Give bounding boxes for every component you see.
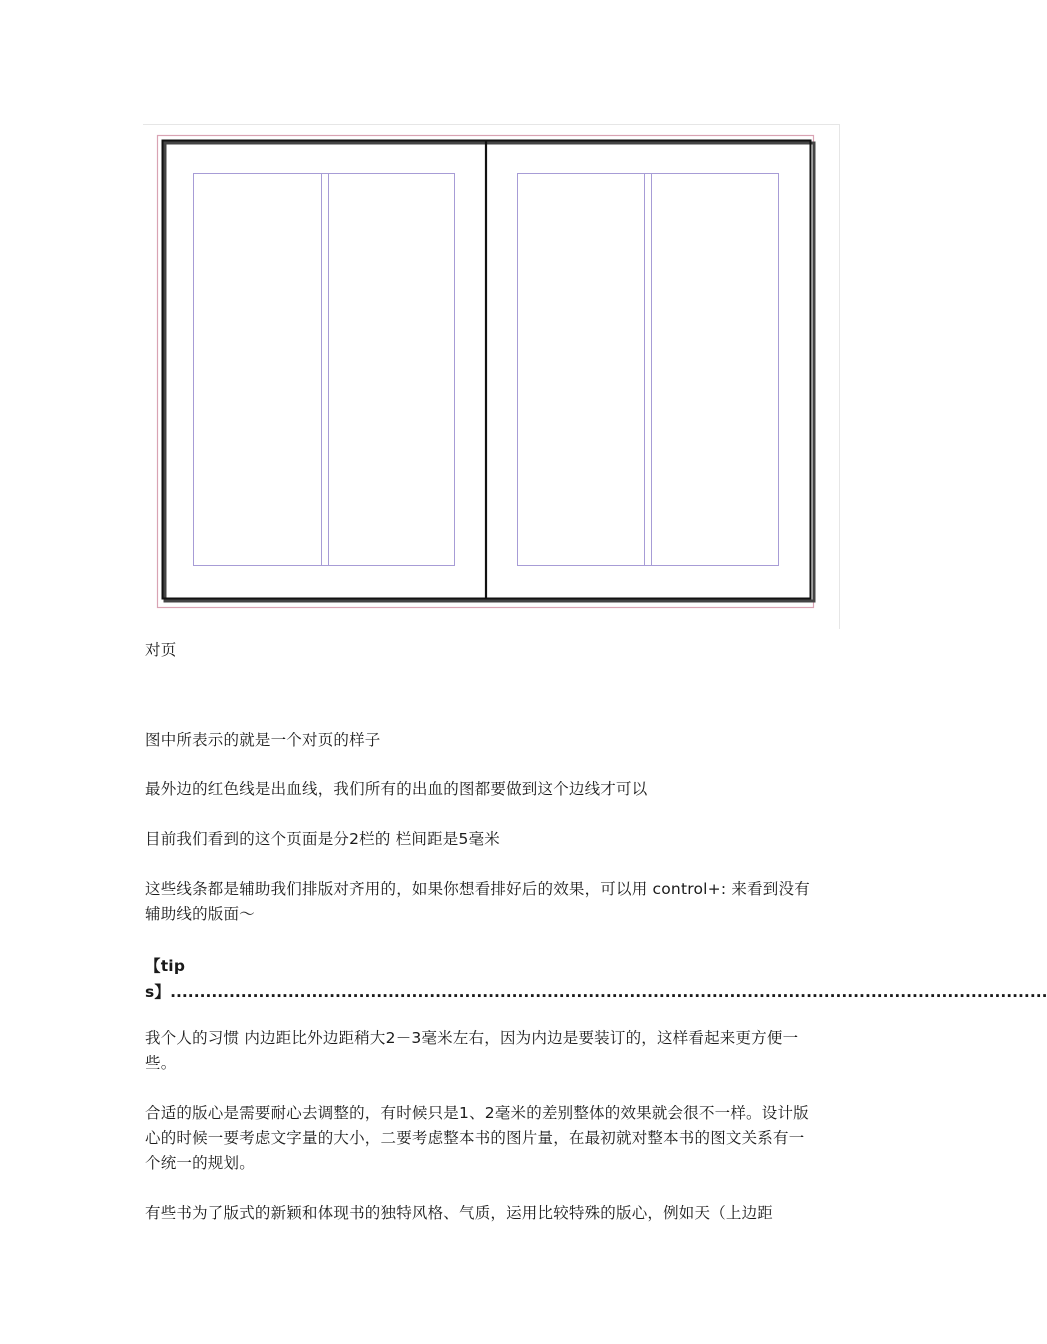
paragraph-4-code: control+: xyxy=(652,880,727,898)
page-shadow xyxy=(165,143,814,601)
paragraph-3-text-b: 栏的 栏间距是 xyxy=(359,830,459,848)
paragraph-5-number: 2－3 xyxy=(385,1029,422,1047)
paragraph-4-text-b: 来看到没有辅助线的版面～ xyxy=(145,880,810,923)
paragraph-4-text-a: 这些线条都是辅助我们排版对齐用的，如果你想看排好后的效果，可以用 xyxy=(145,880,653,898)
paragraph-1: 图中所表示的就是一个对页的样子 xyxy=(145,731,381,749)
paragraph-6-number-b: 2 xyxy=(484,1104,495,1122)
paragraph-3-text-a: 目前我们看到的这个页面是分 xyxy=(145,830,350,848)
paragraph-2: 最外边的红色线是出血线，我们所有的出血的图都要做到这个边线才可以 xyxy=(145,780,648,798)
facing-pages-diagram xyxy=(143,124,840,629)
left-page-margins xyxy=(194,174,455,566)
paragraph-6-text-b: 、 xyxy=(469,1104,485,1122)
paragraph-3-text-c: 毫米 xyxy=(468,830,500,848)
right-page-type-area xyxy=(518,174,779,566)
paragraph-3 xyxy=(145,827,810,852)
figure-caption: 对页 xyxy=(145,641,177,659)
tips-label: 【tips】 xyxy=(145,957,186,1001)
paragraph-3-number-b: 5 xyxy=(458,830,469,848)
right-page-margins xyxy=(518,174,779,566)
paragraph-6-text-a: 合适的版心是需要耐心去调整的，有时候只是 xyxy=(145,1104,460,1122)
paragraph-6 xyxy=(145,1101,810,1176)
paragraph-5 xyxy=(145,1026,810,1076)
paragraph-3-number-a: 2 xyxy=(349,830,360,848)
paragraph-5-text-b: 毫米左右，因为内边是要装订的，这样看起来更方便一些。 xyxy=(145,1029,799,1072)
paragraph-5-text-a: 我个人的习惯 内边距比外边距稍大 xyxy=(145,1029,386,1047)
paragraph-7: 有些书为了版式的新颖和体现书的独特风格、气质，运用比较特殊的版心，例如天（上边距 xyxy=(145,1204,774,1222)
paragraph-6-text-c: 毫米的差别整体的效果就会很不一样。设计版心的时候一要考虑文字量的大小，二要考虑整本书的图片量，在最初就对整本书的图文关系有一个统一的规划。 xyxy=(145,1104,809,1172)
paragraph-4 xyxy=(145,877,810,927)
tips-dots: ..................................................................................................................................................... xyxy=(170,983,1047,1001)
paragraph-6-number-a: 1 xyxy=(459,1104,470,1122)
left-page-type-area xyxy=(194,174,455,566)
tips-heading xyxy=(145,953,1047,1005)
